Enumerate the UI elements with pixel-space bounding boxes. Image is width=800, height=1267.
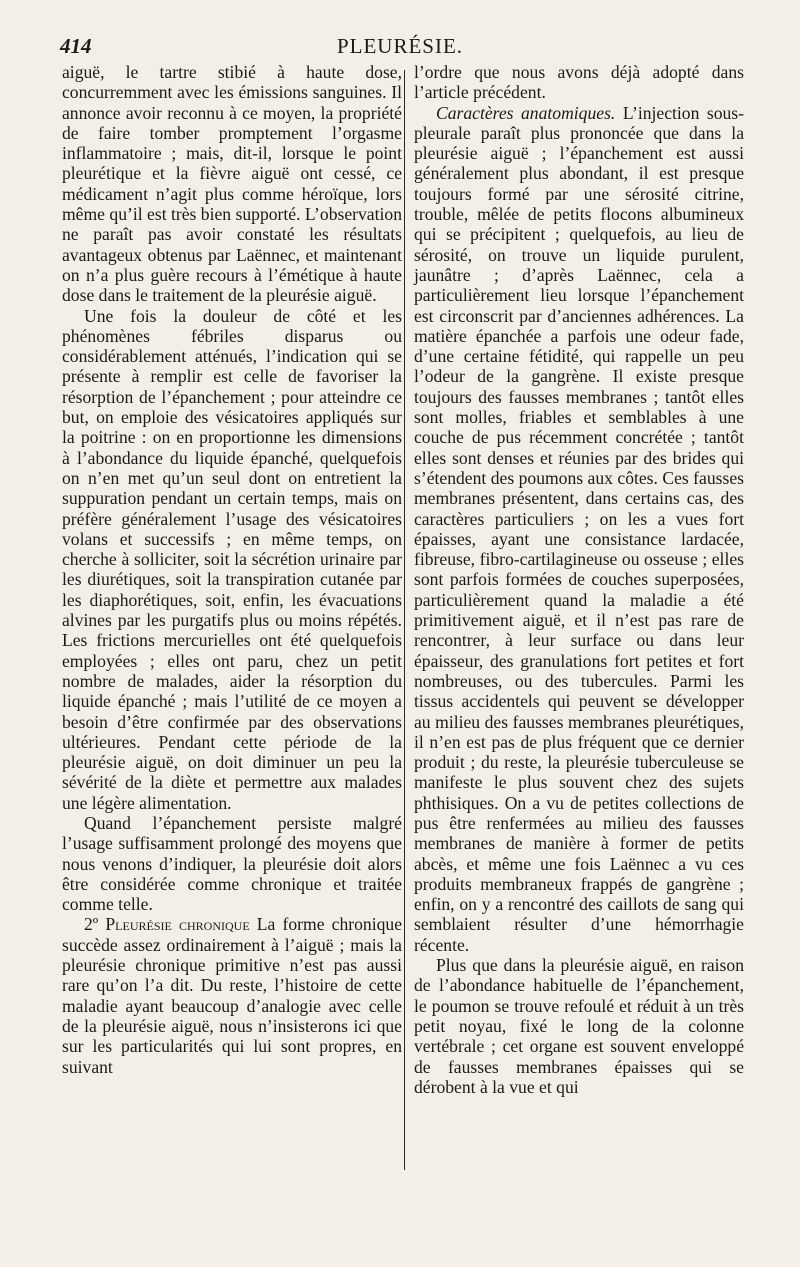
running-title: PLEURÉSIE. [336,34,464,58]
section-heading: 2º Pleurésie chronique [84,914,250,935]
column-divider [404,70,405,1170]
paragraph [414,103,744,955]
right-column [414,62,744,1097]
paragraph: aiguë, le tartre stibié à haute dose, concurremment avec les émissions sanguines. Il annonce avoir reconnu à ce moyen, la propriété de faire tomber promptement l’orgasme inflammatoire ; mais, dit-il, lorsque le point pleurétique et la fièvre aiguë ont cessé, ce médicament n’agit plus comme héroïque, lors même qu’il est très bien supporté. L’observation ne paraît pas avoir constaté les résultats avantageux obtenus par Laënnec, et maintenant on n’a plus guère recours à l’émétique à haute dose dans le traitement de la pleurésie aiguë. [62,62,402,306]
paragraph: l’ordre que nous avons déjà adopté dans l’article précédent. [414,62,744,103]
paragraph: Quand l’épanchement persiste malgré l’usage suffisamment prolongé des moyens que nous venons d’indiquer, la pleurésie doit alors être considérée comme chronique et traitée comme telle. [62,812,402,915]
page-number: 414 [60,34,92,58]
page-header [60,30,740,62]
paragraph-text: La forme chronique succède assez ordinairement à l’aiguë ; mais la pleurésie chronique primitive n’est pas aussi rare qu’on l’a dit. Du reste, l’histoire de cette maladie ayant beaucoup d’analogie avec celle de la pleurésie aiguë, nous n’insisterons ici que sur les particularités qui lui sont propres, en suivant [62,914,402,1077]
section-heading: Caractères anatomiques. [436,102,616,123]
paragraph-text: L’injection sous-pleurale paraît plus prononcée que dans la pleurésie aiguë ; l’épanchement est aussi généralement plus abondant, il est presque toujours formé par une sérosité citrine, trouble, mêlée de petits flocons albumineux qui se précipitent ; quelquefois, au lieu de sérosité, on trouve un liquide purulent, jaunâtre ; d’après Laënnec, cela a particulièrement lieu lorsque l’épanchement est circonscrit par d’anciennes adhérences. La matière épanchée a parfois une odeur fade, d’une certaine fétidité, qui rappelle un peu l’odeur de la gangrène. Il existe presque toujours des fausses membranes ; tantôt elles sont molles, friables et semblables à une couche de pus récemment concrétée ; tantôt elles sont denses et réunies par des brides qui s’étendent des poumons aux côtes. Ces fausses membranes présentent, dans certains cas, des caractères particuliers ; on les a vues fort épaisses, ayant une consistance lardacée, fibreuse, fibro-cartilagineuse ou osseuse ; elles sont parfois formées de couches superposées, particulièrement quand la maladie a été primitivement aiguë, et il n’est pas rare de rencontrer, à leur surface ou dans leur épaisseur, des granulations fort petites et fort nombreuses, ou des tubercules. Parmi les tissus accidentels qui peuvent se développer au milieu des fausses membranes pleurétiques, il n’en est pas de plus fréquent que ce dernier produit ; du reste, la pleurésie tuberculeuse se manifeste le plus souvent chez des sujets phthisiques. On a vu de petites collections de pus être renfermées au milieu des fausses membranes de manière à former de petits abcès, et même une fois Laënnec a vu ces produits membraneux frappés de gangrène ; enfin, on y a rencontré des caillots de sang qui semblaient résulter d’une hémorrhagie récente. [414,102,745,955]
paragraph [62,914,402,1076]
paragraph: Plus que dans la pleurésie aiguë, en raison de l’abondance habituelle de l’épanchement, le poumon se trouve refoulé et réduit à un très petit noyau, fixé le long de la colonne vertébrale ; cet organe est souvent enveloppé de fausses membranes épaisses qui se dérobent à la vue et qui [414,955,744,1097]
left-column [62,62,402,1077]
paragraph: Une fois la douleur de côté et les phénomènes fébriles disparus ou considérablement atténués, l’indication qui se présente à remplir est celle de favoriser la résorption de l’épanchement ; pour atteindre ce but, on emploie des vésicatoires appliqués sur la poitrine : on en proportionne les dimensions à l’abondance du liquide épanché, quelquefois on n’en met qu’un seul dont on entretient la suppuration pendant un certain temps, mais on préfère généralement l’usage des vésicatoires volans et successifs ; en même temps, on cherche à solliciter, soit la sécrétion urinaire par les diurétiques, soit la transpiration cutanée par les diaphorétiques, soit, enfin, les évacuations alvines par les purgatifs plus ou moins répétés. Les frictions mercurielles ont été quelquefois employées ; elles ont paru, chez un petit nombre de malades, aider la résorption du liquide épanché ; mais l’utilité de ce moyen a besoin d’être confirmée par des observations ultérieures. Pendant cette période de la pleurésie aiguë, on doit diminuer un peu la sévérité de la diète et permettre aux malades une légère alimentation. [62,305,402,813]
